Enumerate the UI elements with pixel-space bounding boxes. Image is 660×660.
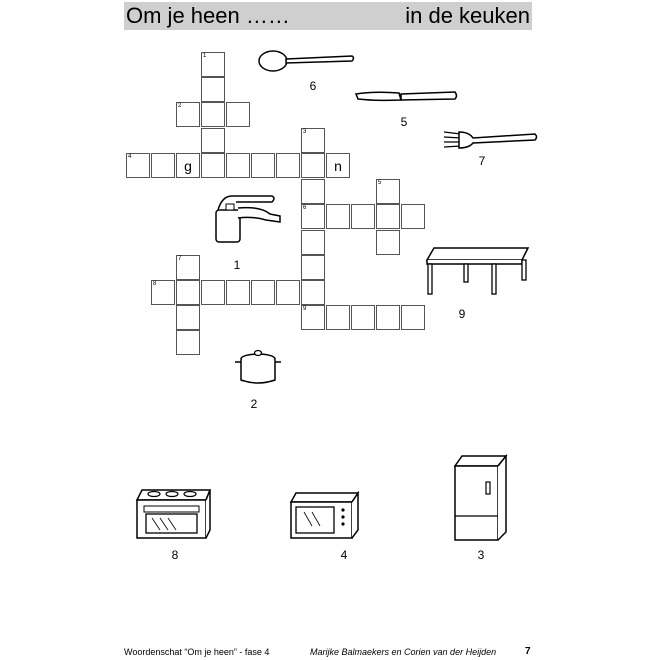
crossword-cell[interactable] — [151, 153, 175, 178]
fork-label: 7 — [478, 154, 486, 168]
clue-number: 7 — [178, 256, 182, 262]
crossword-cell[interactable] — [301, 255, 325, 280]
header-title-right: in de keuken — [405, 3, 530, 28]
crossword-cell[interactable] — [176, 153, 200, 178]
knife-icon — [353, 88, 459, 106]
clue-number: 8 — [153, 281, 157, 287]
crossword-cell[interactable] — [201, 102, 225, 127]
crossword-cell[interactable] — [301, 230, 325, 255]
table-icon — [424, 244, 530, 296]
knife-label: 5 — [400, 115, 408, 129]
footer-authors: Marijke Balmaekers en Corien van der Heijden — [310, 647, 497, 657]
crossword-cell[interactable] — [276, 153, 300, 178]
clue-number: 2 — [178, 103, 182, 109]
crossword-cell[interactable] — [226, 280, 250, 305]
crossword-cell[interactable] — [326, 153, 350, 178]
crossword-cell[interactable] — [326, 305, 350, 330]
crossword-cell[interactable] — [226, 102, 250, 127]
crossword-cell[interactable] — [351, 305, 375, 330]
fork-icon — [441, 126, 539, 154]
crossword-cell[interactable] — [376, 230, 400, 255]
crossword-cell[interactable] — [226, 153, 250, 178]
crossword-cell[interactable] — [351, 204, 375, 229]
crossword-cell[interactable] — [301, 305, 325, 330]
clue-number: 3 — [303, 129, 307, 135]
pan-icon — [232, 348, 284, 386]
crossword-cell[interactable] — [176, 102, 200, 127]
faucet-label: 1 — [233, 258, 241, 272]
crossword-cell[interactable] — [376, 305, 400, 330]
clue-number: 9 — [303, 306, 307, 312]
given-letter: n — [334, 158, 342, 174]
crossword-cell[interactable] — [276, 280, 300, 305]
clue-number: 1 — [203, 53, 207, 59]
header-title-left: Om je heen …… — [126, 3, 290, 28]
crossword-cell[interactable] — [251, 280, 275, 305]
crossword-cell[interactable] — [301, 204, 325, 229]
crossword-cell[interactable] — [151, 280, 175, 305]
crossword-cell[interactable] — [201, 153, 225, 178]
crossword-cell[interactable] — [301, 179, 325, 204]
table-label: 9 — [458, 307, 466, 321]
crossword-cell[interactable] — [176, 305, 200, 330]
stove-label: 8 — [171, 548, 179, 562]
crossword-cell[interactable] — [176, 330, 200, 355]
microwave-label: 4 — [340, 548, 348, 562]
faucet-icon — [210, 186, 286, 246]
crossword-cell[interactable] — [251, 153, 275, 178]
given-letter: g — [184, 158, 192, 174]
stove-icon — [134, 486, 214, 541]
crossword-cell[interactable] — [201, 77, 225, 102]
crossword-cell[interactable] — [301, 280, 325, 305]
crossword-cell[interactable] — [201, 128, 225, 153]
microwave-icon — [288, 490, 360, 542]
crossword-cell[interactable] — [201, 52, 225, 77]
clue-number: 5 — [378, 180, 382, 186]
crossword-cell[interactable] — [376, 204, 400, 229]
crossword-cell[interactable] — [201, 280, 225, 305]
crossword-cell[interactable] — [301, 128, 325, 153]
spoon-label: 6 — [309, 79, 317, 93]
crossword-cell[interactable] — [326, 204, 350, 229]
footer-series-title: Woordenschat “Om je heen” - fase 4 — [124, 647, 270, 657]
fridge-icon — [452, 452, 510, 544]
crossword-cell[interactable] — [176, 255, 200, 280]
crossword-cell[interactable] — [401, 305, 425, 330]
crossword-cell[interactable] — [126, 153, 150, 178]
spoon-icon — [256, 48, 356, 74]
clue-number: 6 — [303, 205, 307, 211]
clue-number: 4 — [128, 154, 132, 160]
page-number: 7 — [525, 646, 531, 657]
crossword-cell[interactable] — [401, 204, 425, 229]
page-header — [124, 2, 532, 30]
crossword-cell[interactable] — [176, 280, 200, 305]
crossword-cell[interactable] — [301, 153, 325, 178]
fridge-label: 3 — [477, 548, 485, 562]
pan-label: 2 — [250, 397, 258, 411]
crossword-cell[interactable] — [376, 179, 400, 204]
